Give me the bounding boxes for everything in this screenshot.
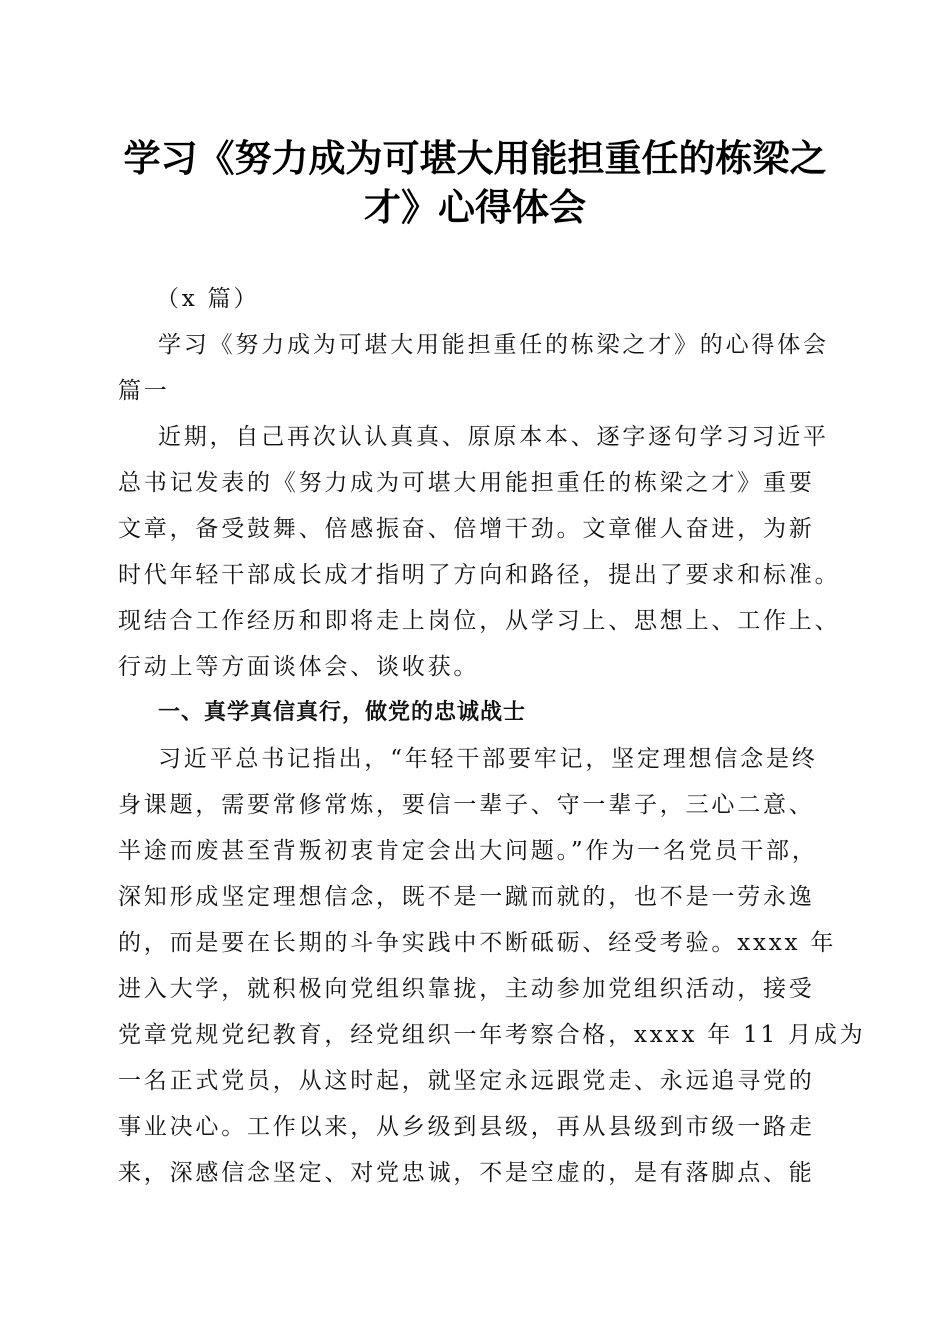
- section-paragraph: [118, 736, 866, 1196]
- title-line: 才》心得体会: [364, 186, 586, 229]
- intro-paragraph: [118, 414, 844, 690]
- article-count-note: （x 篇）: [156, 286, 260, 312]
- paragraph-line: 一名正式党员，从这时起，就坚定永远跟党走、永远追寻党的: [118, 1068, 815, 1094]
- paragraph-line: 总书记发表的《努力成为可堪大用能担重任的栋梁之才》重要: [118, 470, 815, 496]
- subtitle-line: 篇一: [118, 378, 170, 404]
- paragraph-line: 来，深感信念坚定、对党忠诚，不是空虚的，是有落脚点、能: [118, 1160, 815, 1186]
- paragraph-line: 深知形成坚定理想信念，既不是一蹴而就的，也不是一劳永逸: [118, 884, 815, 910]
- title-line: 学习《努力成为可堪大用能担重任的栋梁之: [123, 137, 827, 180]
- article-subtitle: [118, 322, 844, 414]
- paragraph-line: 党章党规党纪教育，经党组织一年考察合格，xxxx 年 11 月成为: [118, 1022, 866, 1048]
- paragraph-line: 时代年轻干部成长成才指明了方向和路径，提出了要求和标准。: [118, 562, 841, 588]
- paragraph-line: 文章，备受鼓舞、倍感振奋、倍增干劲。文章催人奋进，为新: [118, 516, 815, 542]
- paragraph-line: 事业决心。工作以来，从乡级到县级，再从县级到市级一路走: [118, 1114, 815, 1140]
- paragraph-line: 现结合工作经历和即将走上岗位，从学习上、思想上、工作上、: [118, 608, 841, 634]
- paragraph-line: 近期，自己再次认认真真、原原本本、逐字逐句学习习近平: [158, 424, 829, 450]
- paragraph-line: 半途而废甚至背叛初衷肯定会出大问题。”作为一名党员干部，: [118, 838, 818, 864]
- paragraph-line: 行动上等方面谈体会、谈收获。: [118, 654, 480, 680]
- paragraph-line: 身课题，需要常修常炼，要信一辈子、守一辈子，三心二意、: [118, 792, 815, 818]
- paragraph-line: 习近平总书记指出，“年轻干部要牢记，坚定理想信念是终: [158, 746, 818, 772]
- subtitle-line: 学习《努力成为可堪大用能担重任的栋梁之才》的心得体会: [158, 332, 829, 358]
- section-heading: 一、真学真信真行，做党的忠诚战士: [158, 700, 527, 725]
- paragraph-line: 进入大学，就积极向党组织靠拢，主动参加党组织活动，接受: [118, 976, 815, 1002]
- paragraph-line: 的，而是要在长期的斗争实践中不断砥砺、经受考验。xxxx 年: [118, 930, 837, 956]
- document-title: [100, 134, 850, 232]
- document-body: [118, 276, 866, 1196]
